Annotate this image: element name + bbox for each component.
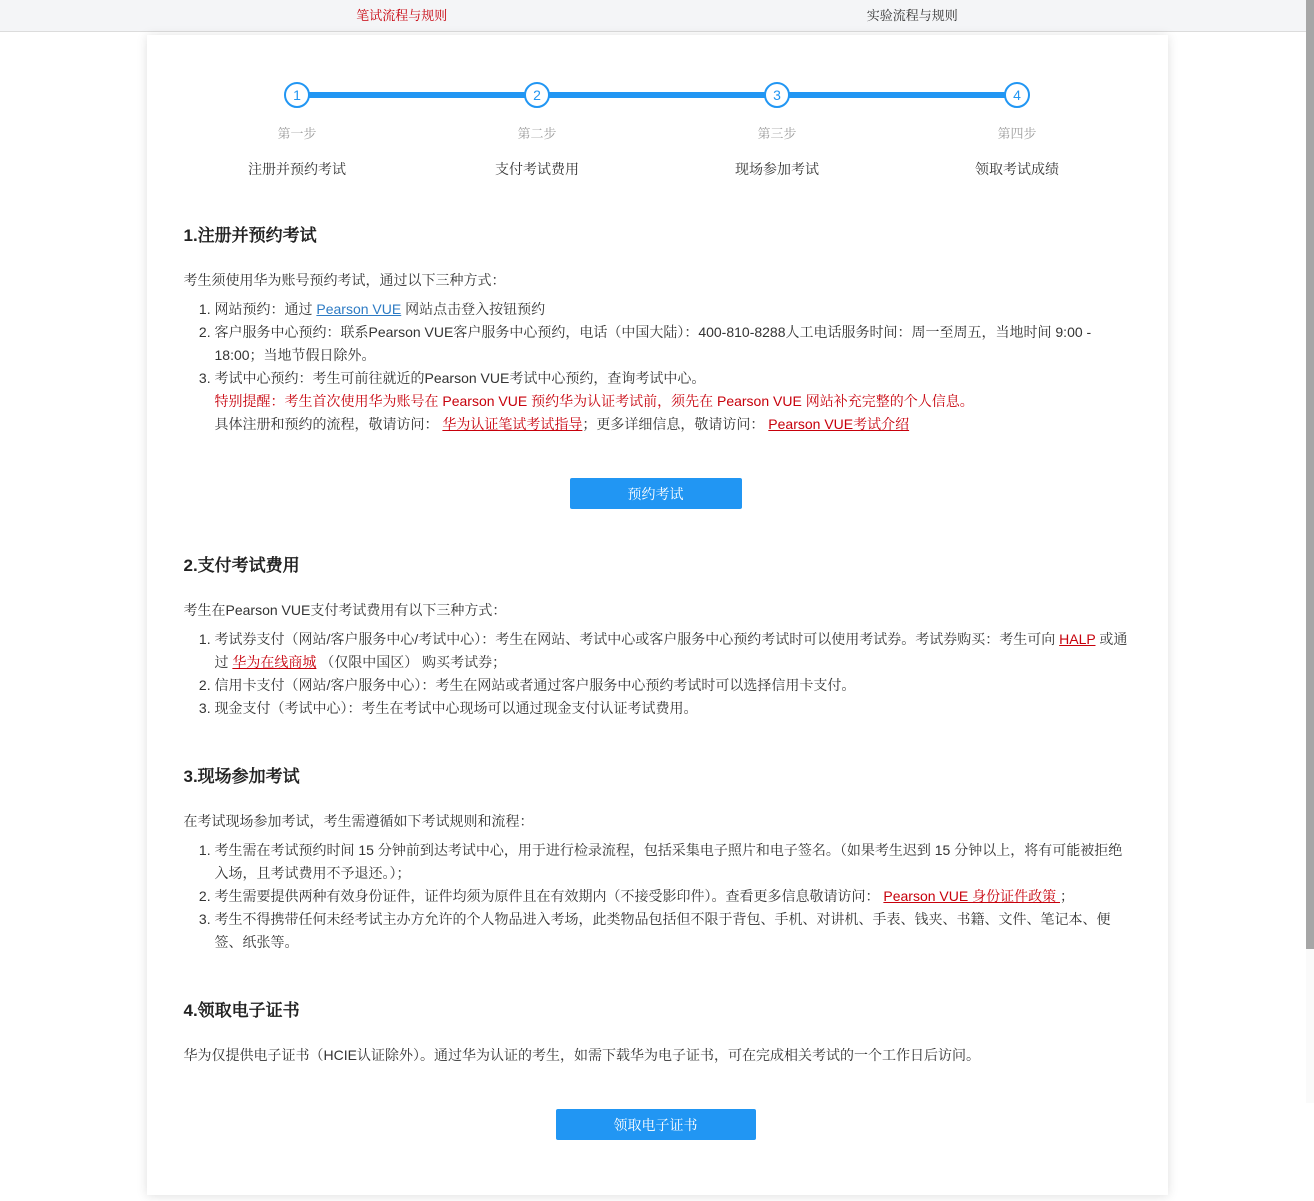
section-list [184,839,1128,954]
list-item [215,298,1128,321]
list-item [215,367,1128,390]
step-2-circle-icon: 2 [524,82,550,108]
section-intro: 华为仅提供电子证书（HCIE认证除外）。通过华为认证的考生，如需下载华为电子证书，可在完成相关考试的一个工作日后访问。 [184,1044,1128,1067]
step-1-name: 注册并预约考试 [248,159,346,179]
text-run: 考试中心预约：考生可前往就近的Pearson VUE考试中心预约，查询考试中心。 [215,370,706,386]
text-run: 考生不得携带任何未经考试主办方允许的个人物品进入考场，此类物品包括但不限于背包、手机、对讲机、手表、钱夹、书籍、文件、笔记本、便签、纸张等。 [215,911,1111,950]
section-title: 4.领取电子证书 [184,996,1128,1021]
text-run: 特别提醒：考生首次使用华为账号在 Pearson VUE 预约华为认证考试前，须先在 Pearson VUE 网站补充完整的个人信息。 [215,393,974,409]
section-title: 2.支付考试费用 [184,551,1128,576]
step-3-sub-label: 第三步 [757,123,796,142]
step-1 [217,82,377,179]
step-4 [937,82,1097,179]
tab-written-exam-rules[interactable]: 笔试流程与规则 [147,0,658,31]
step-3-circle-icon: 3 [764,82,790,108]
list-item [215,885,1128,908]
step-2 [457,82,617,179]
content-card [147,35,1168,1195]
section-list [184,628,1128,720]
huawei-online-store-link[interactable]: 华为在线商城 [232,654,316,670]
step-2-sub-label: 第二步 [517,123,556,142]
pearson-vue-intro-link[interactable]: Pearson VUE考试介绍 [768,416,909,432]
text-run: 具体注册和预约的流程，敬请访问： [215,416,443,432]
step-4-circle-icon: 4 [1004,82,1030,108]
scrollbar-thumb[interactable] [1306,0,1314,949]
book-exam-button[interactable]: 预约考试 [570,478,742,509]
written-exam-guide-link[interactable]: 华为认证笔试考试指导 [442,416,582,432]
step-3 [697,82,857,179]
section-list [184,298,1128,390]
tab-lab-exam-rules[interactable]: 实验流程与规则 [657,0,1168,31]
pearson-vue-link[interactable]: Pearson VUE [316,301,401,317]
list-item [215,697,1128,720]
section-button-row [184,478,1128,509]
list-item [215,628,1128,674]
section-intro: 考生在Pearson VUE支付考试费用有以下三种方式： [184,599,1128,622]
text-run: 客户服务中心预约：联系Pearson VUE客户服务中心预约，电话（中国大陆）：400-810-8288人工电话服务时间：周一至周五，当地时间 9:00 - 18:00；当地节假日除外。 [215,324,1092,363]
step-4-name: 领取考试成绩 [975,159,1059,179]
text-run: 信用卡支付（网站/客户服务中心）：考生在网站或者通过客户服务中心预约考试时可以选择信用卡支付。 [215,677,856,693]
section-notes [184,390,1128,436]
step-1-circle-icon: 1 [284,82,310,108]
section-title: 3.现场参加考试 [184,762,1128,787]
note-line [215,413,1128,436]
section-4 [184,996,1128,1140]
text-run: （仅限中国区） 购买考试券； [316,654,506,670]
text-run: ；更多详细信息，敬请访问： [582,416,768,432]
step-3-name: 现场参加考试 [735,159,819,179]
section-title: 1.注册并预约考试 [184,221,1128,246]
text-run: 考生需要提供两种有效身份证件，证件均须为原件且在有效期内（不接受影印件）。查看更多信息敬请访问： [215,888,884,904]
special-reminder-note [215,390,1128,413]
section-button-row [184,1109,1128,1140]
step-2-name: 支付考试费用 [495,159,579,179]
get-certificate-button[interactable]: 领取电子证书 [556,1109,756,1140]
text-run: ； [1060,888,1074,904]
list-item [215,908,1128,954]
stepper-connector-line [297,92,1017,98]
section-intro: 考生须使用华为账号预约考试，通过以下三种方式： [184,269,1128,292]
pearson-vue-id-policy-link[interactable]: Pearson VUE 身份证件政策 [883,888,1060,904]
text-run: 考生需在考试预约时间 15 分钟前到达考试中心，用于进行检录流程，包括采集电子照片和电子签名。（如果考生迟到 15 分钟以上，将有可能被拒绝入场，且考试费用不予退还。）； [215,842,1123,881]
step-4-sub-label: 第四步 [997,123,1036,142]
text-run: 或通过 [215,631,1128,670]
exam-steps-stepper [217,35,1097,179]
text-run: 考试券支付（网站/客户服务中心/考试中心）：考生在网站、考试中心或客户服务中心预约考试时可以使用考试券。考试券购买：考生可向 [215,631,1060,647]
list-item [215,674,1128,697]
text-run: 网站预约：通过 [215,301,317,317]
section-intro: 在考试现场参加考试，考生需遵循如下考试规则和流程： [184,810,1128,833]
text-run: 现金支付（考试中心）：考生在考试中心现场可以通过现金支付认证考试费用。 [215,700,698,716]
halp-link[interactable]: HALP [1059,631,1095,647]
list-item [215,839,1128,885]
section-1 [184,221,1128,509]
text-run: 网站点击登入按钮预约 [401,301,545,317]
scrollbar-track[interactable] [1306,0,1314,1103]
list-item [215,321,1128,367]
section-3 [184,762,1128,954]
sections-container [147,221,1168,1140]
section-2 [184,551,1128,720]
top-tab-bar [0,0,1314,32]
step-1-sub-label: 第一步 [277,123,316,142]
